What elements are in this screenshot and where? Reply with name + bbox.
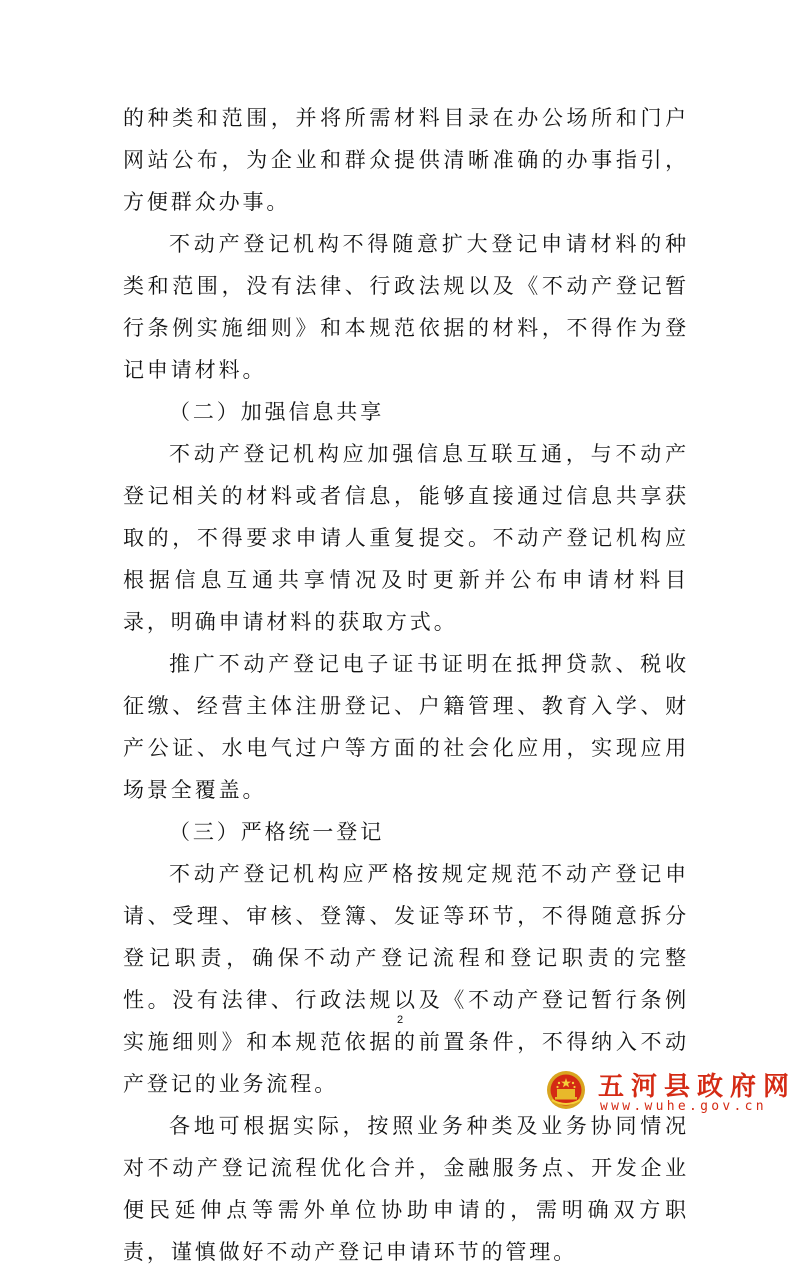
national-emblem-icon xyxy=(546,1070,586,1110)
page-number: 2 xyxy=(396,1014,404,1026)
watermark-url: www.wuhe.gov.cn xyxy=(600,1099,767,1114)
paragraph-2: 不动产登记机构不得随意扩大登记申请材料的种类和范围，没有法律、行政法规以及《不动产登记暂行条例实施细则》和本规范依据的材料，不得作为登记申请材料。 xyxy=(123,232,689,382)
section-heading-3: （三）严格统一登记 xyxy=(169,820,385,844)
paragraph-5: 不动产登记机构应严格按规定规范不动产登记申请、受理、审核、登簿、发证等环节，不得随意拆分登记职责，确保不动产登记流程和登记职责的完整性。没有法律、行政法规以及《不动产登记暂行条例实施细则》和本规范依据的前置条件，不得纳入不动产登记的业务流程。 xyxy=(123,862,689,1096)
paragraph-3: 不动产登记机构应加强信息互联互通，与不动产登记相关的材料或者信息，能够直接通过信息共享获取的，不得要求申请人重复提交。不动产登记机构应根据信息互通共享情况及时更新并公布申请材料目录，明确申请材料的获取方式。 xyxy=(123,442,689,634)
paragraph-6: 各地可根据实际，按照业务种类及业务协同情况对不动产登记流程优化合并，金融服务点、开发企业便民延伸点等需外单位协助申请的，需明确双方职责，谨慎做好不动产登记申请环节的管理。 xyxy=(123,1114,689,1264)
watermark-site-name: 五河县政府网 xyxy=(598,1072,797,1102)
section-heading-2: （二）加强信息共享 xyxy=(169,400,385,424)
paragraph-4: 推广不动产登记电子证书证明在抵押贷款、税收征缴、经营主体注册登记、户籍管理、教育入学、财产公证、水电气过户等方面的社会化应用，实现应用场景全覆盖。 xyxy=(123,652,689,802)
paragraph-1: 的种类和范围，并将所需材料目录在办公场所和门户网站公布，为企业和群众提供清晰准确的办事指引，方便群众办事。 xyxy=(123,106,689,214)
site-watermark xyxy=(546,1066,797,1126)
